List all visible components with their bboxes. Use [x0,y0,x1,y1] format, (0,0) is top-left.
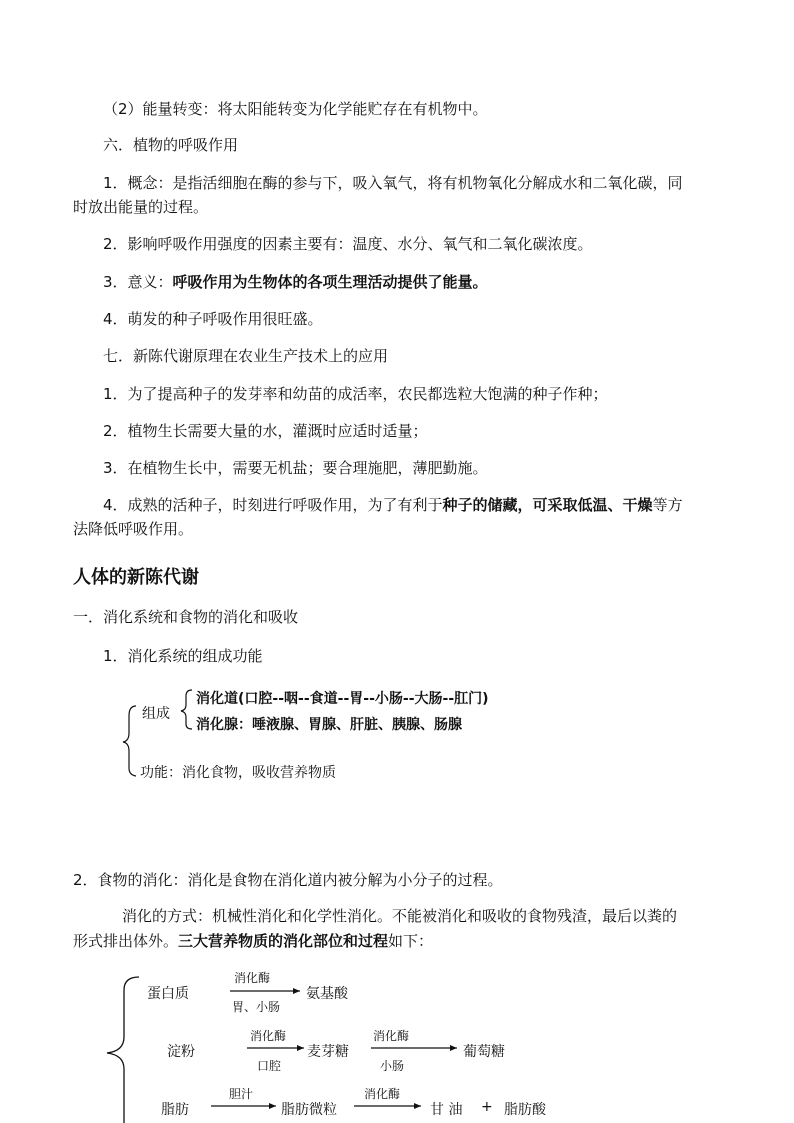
maltose-label: 麦芽糖 [307,1044,349,1060]
energy-conversion-line: （2）能量转变：将太阳能转变为化学能贮存在有机物中。 [103,100,488,118]
starch-site1-label: 口腔 [257,1059,282,1073]
glucose-label: 葡萄糖 [463,1044,505,1060]
respiration-concept-line2: 时放出能量的过程。 [73,198,209,216]
agriculture-item-1: 1．为了提高种子的发芽率和幼苗的成活率，农民都选粒大饱满的种子作种； [103,385,608,403]
respiration-factors-line: 2．影响呼吸作用强度的因素主要有：温度、水分、氧气和二氧化碳浓度。 [103,235,593,253]
composition-label: 组成 [142,706,170,722]
starch-site2-label: 小肠 [380,1059,405,1073]
methods-prefix: 形式排出体外。 [73,932,179,950]
agriculture-item-3: 3．在植物生长中，需要无机盐；要合理施肥，薄肥勤施。 [103,459,488,477]
digestion-methods-line2 [73,931,433,951]
plus-sign: + [481,1099,493,1115]
agriculture-item-4-line1 [103,495,683,515]
function-text: 功能：消化食物，吸收营养物质 [140,765,336,781]
digestive-system-heading: 一．消化系统和食物的消化和吸收 [73,608,299,626]
item4-bold: 种子的储藏，可采取低温、干燥 [442,496,653,514]
digestion-definition: 2．食物的消化：消化是食物在消化道内被分解为小分子的过程。 [73,871,503,889]
significance-label: 3．意义： [103,273,173,291]
composition-inner-brace [181,690,192,729]
composition-outer-brace [123,706,136,776]
respiration-concept-line1: 1．概念：是指活细胞在酶的参与下，吸入氧气，将有机物氧化分解成水和二氧化碳，同 [103,174,683,192]
starch-enzyme2-label: 消化酶 [373,1029,410,1043]
digestive-composition-heading: 1．消化系统的组成功能 [103,647,263,665]
significance-bold-text: 呼吸作用为生物体的各项生理活动提供了能量。 [172,273,488,291]
protein-site-label: 胃、小肠 [232,1000,281,1014]
section-heading-plant-respiration: 六．植物的呼吸作用 [103,136,239,154]
protein-enzyme-label: 消化酶 [234,971,271,985]
section-heading-human-metabolism: 人体的新陈代谢 [73,567,199,588]
germinating-seed-line: 4．萌发的种子呼吸作用很旺盛。 [103,310,323,328]
item4-prefix: 4．成熟的活种子，时刻进行呼吸作用，为了有利于 [103,496,443,514]
glycerol-label: 甘 油 [430,1102,463,1118]
protein-label: 蛋白质 [147,986,189,1002]
digestion-outer-brace [107,977,139,1123]
respiration-significance-line [103,272,488,292]
agriculture-item-2: 2．植物生长需要大量的水，灌溉时应适时适量； [103,422,428,440]
item4-suffix: 等方 [652,496,683,514]
methods-suffix: 如下： [388,932,434,950]
digestion-methods-line1: 消化的方式：机械性消化和化学性消化。不能被消化和吸收的食物残渣，最后以粪的 [122,907,678,925]
digestive-tract-text: 消化道(口腔--咽--食道--胃--小肠--大肠--肛门) [196,691,489,707]
amino-acid-label: 氨基酸 [306,986,348,1002]
methods-bold: 三大营养物质的消化部位和过程 [178,932,389,950]
starch-label: 淀粉 [167,1044,195,1060]
fat-enzyme-label: 消化酶 [364,1087,401,1101]
starch-enzyme1-label: 消化酶 [250,1029,287,1043]
fat-droplets-label: 脂肪微粒 [281,1102,337,1118]
fat-label: 脂肪 [161,1102,189,1118]
agriculture-item-4-line2: 法降低呼吸作用。 [73,520,194,538]
section-heading-agriculture: 七．新陈代谢原理在农业生产技术上的应用 [103,347,389,365]
digestive-glands-text: 消化腺：唾液腺、胃腺、肝脏、胰腺、肠腺 [196,717,462,733]
bile-label: 胆汁 [229,1087,254,1101]
fatty-acid-label: 脂肪酸 [504,1102,546,1118]
